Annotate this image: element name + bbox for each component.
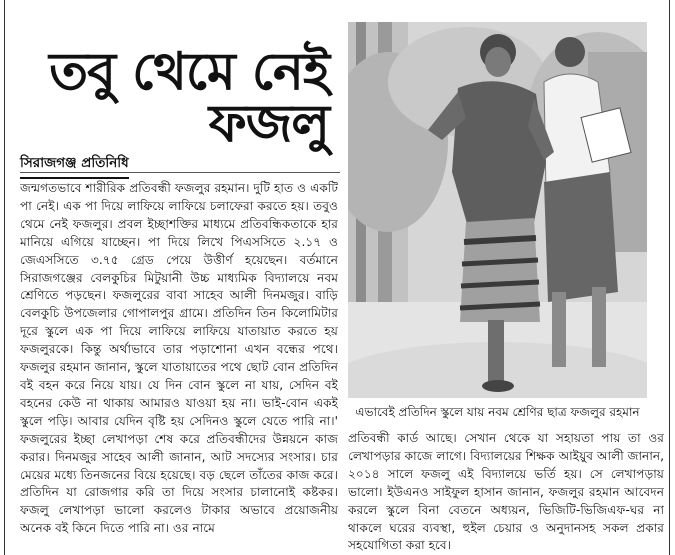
byline-divider [20,172,340,173]
headline-line-1: তবু থেমে নেই [49,42,329,102]
article-body-left: জন্মগতভাবে শারীরিক প্রতিবন্ধী ফজলুর রহমান। দুটি হাত ও একটি পা নেই। এক পা দিয়ে লাফিয়ে লাফিয়ে চলাফেরা করতে হয়। তবুও থেমে নেই ফজলুর। প্রবল ইচ্ছাশক্তির মাধ্যমে প্রতিবন্ধিকতাকে হার মানিয়ে এগিয়ে যাচ্ছেন। পা দিয়ে লিখে পিএসসিতে ২.১৭ ও জেএসসিতে ৩.৭৫ গ্রেড পেয়ে উত্তীর্ণ হয়েছেন। বর্তমানে সিরাজগঞ্জের বেলকুচির মিটুয়ানী উচ্চ মাধ্যমিক বিদ্যালয়ে নবম শ্রেণিতে পড়ছেন। ফজলুরের বাবা সাহেব আলী দিনমজুর। বাড়ি বেলকুচি উপজেলার গোপালপুর গ্রামে। প্রতিদিন তিন কিলোমিটার দূরে স্কুলে এক পা দিয়ে লাফিয়ে লাফিয়ে যাতায়াত করতে হয় ফজলুরকে। কিন্তু অর্থাভাবে তার পড়াশোনা এখন বন্ধের পথে। ফজলুর রহমান জানান, স্কুলে যাতায়াতের পথে ছোট বোন প্রতিদিন বই বহন করে নিয়ে যায়। যে দিন বোন স্কুলে না যায়, সেদিন বই বহনের কেউ না থাকায় আমারও যাওয়া হয় না। ভাই-বোন একই স্কুলে পড়ি। আবার যেদিন বৃষ্টি হয় সেদিনও স্কুলে যেতে পারি না।' ফজলুরের ইচ্ছা লেখাপড়া শেষ করে প্রতিবন্ধীদের উন্নয়নে কাজ করার। দিনমজুর সাহেব আলী জানান, আট সদস্যের সংসার। চার মেয়ের মধ্যে তিনজনের বিয়ে হয়েছে। বড় ছেলে তাঁতের কাজ করে। প্রতিদিন যা রোজগার করি তা দিয়ে সংসার চালানোই কষ্টকর। ফজলু লেখাপড়া ভালো করলেও টাকার অভাবে প্রয়োজনীয় অনেক বই কিনে দিতে পারি না। ওর নামে [20,181,338,536]
photo-caption: এভাবেই প্রতিদিন স্কুলে যায় নবম শ্রেণির ছাত্র ফজলুর রহমান [355,405,640,419]
article-body-right: প্রতিবন্ধী কার্ড আছে। সেখান থেকে যা সহায়তা পায় তা ওর লেখাপড়ার কাজে লাগে। বিদ্যালয়ের শিক্ষক আইয়ুব আলী জানান, ২০১৪ সালে ফজলু এই বিদ্যালয়ে ভর্তি হয়। সে লেখাপড়ায় ভালো। ইউএনও সাইফুল হাসান জানান, ফজলুর রহমান আবেদন করলে স্কুলে বিনা বেতনে অধ্যয়ন, ভিজিটি-ভিজিএফ-ঘর না থাকলে ঘরের ব্যবস্থা, হুইল চেয়ার ও অনুদানসহ সকল প্রকার সহযোগিতা করা হবে। [348,431,664,553]
byline: সিরাজগঞ্জ প্রতিনিধি [20,152,129,179]
right-border [669,0,670,555]
left-border [4,0,5,555]
article-photo [348,22,647,398]
headline-line-2: ফজলু [208,94,329,154]
